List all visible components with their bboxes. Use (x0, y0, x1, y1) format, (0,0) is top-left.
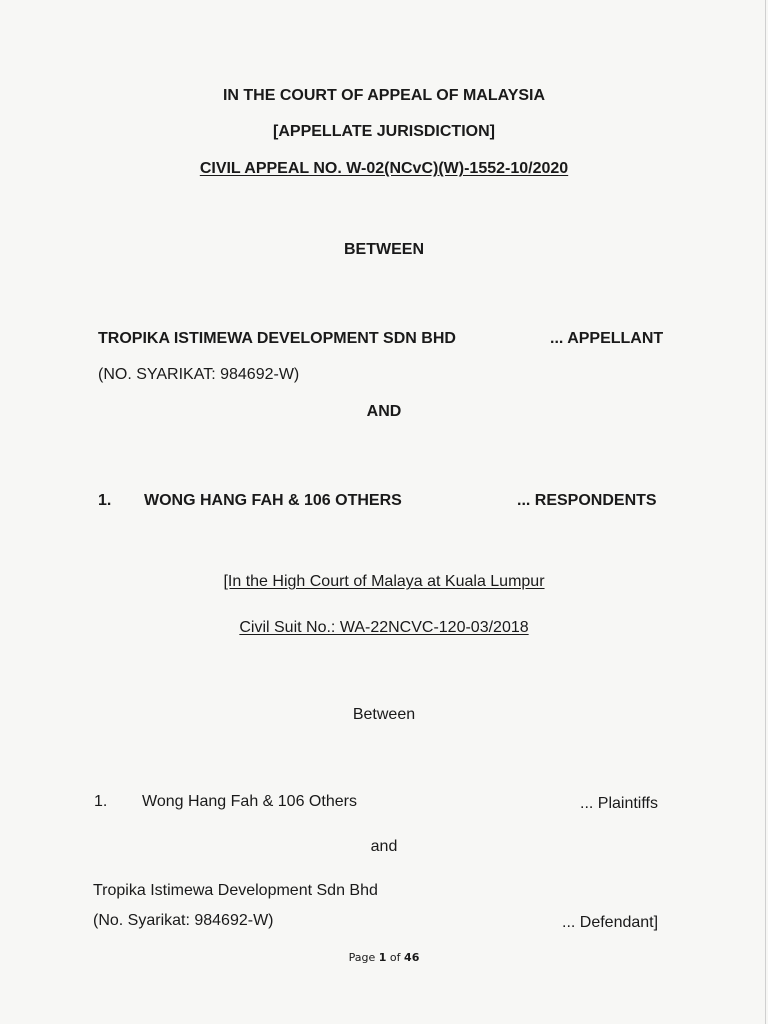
appellant-name: TROPIKA ISTIMEWA DEVELOPMENT SDN BHD (98, 330, 456, 347)
respondent-number: 1. (98, 492, 112, 509)
court-title: IN THE COURT OF APPEAL OF MALAYSIA (222, 87, 546, 104)
respondent-role: ... RESPONDENTS (517, 492, 657, 509)
page-number (0, 952, 768, 963)
plaintiff-number: 1. (94, 793, 108, 810)
defendant-company-no: (No. Syarikat: 984692-W) (93, 912, 274, 929)
page-current: 1 (378, 951, 387, 964)
and-heading: AND (366, 403, 402, 420)
lower-between: Between (352, 706, 416, 723)
page-of: of (386, 951, 405, 964)
plaintiff-name: Wong Hang Fah & 106 Others (142, 793, 357, 810)
scan-edge-line (765, 0, 766, 1024)
page-prefix: Page (348, 951, 379, 964)
lower-and: and (370, 838, 398, 855)
respondent-name: WONG HANG FAH & 106 OTHERS (144, 492, 402, 509)
appeal-number: CIVIL APPEAL NO. W-02(NCvC)(W)-1552-10/2020 (199, 160, 569, 177)
defendant-name: Tropika Istimewa Development Sdn Bhd (93, 882, 378, 899)
civil-suit-number: Civil Suit No.: WA-22NCVC-120-03/2018 (239, 619, 529, 636)
page-total: 46 (404, 951, 420, 964)
appellant-company-no: (NO. SYARIKAT: 984692-W) (98, 366, 300, 383)
between-heading: BETWEEN (344, 241, 424, 258)
lower-court-line: [In the High Court of Malaya at Kuala Lumpur (223, 573, 545, 590)
jurisdiction-title: [APPELLATE JURISDICTION] (273, 123, 495, 140)
plaintiff-role: ... Plaintiffs (580, 795, 658, 812)
defendant-role: ... Defendant] (562, 914, 659, 931)
appellant-role: ... APPELLANT (550, 330, 664, 347)
